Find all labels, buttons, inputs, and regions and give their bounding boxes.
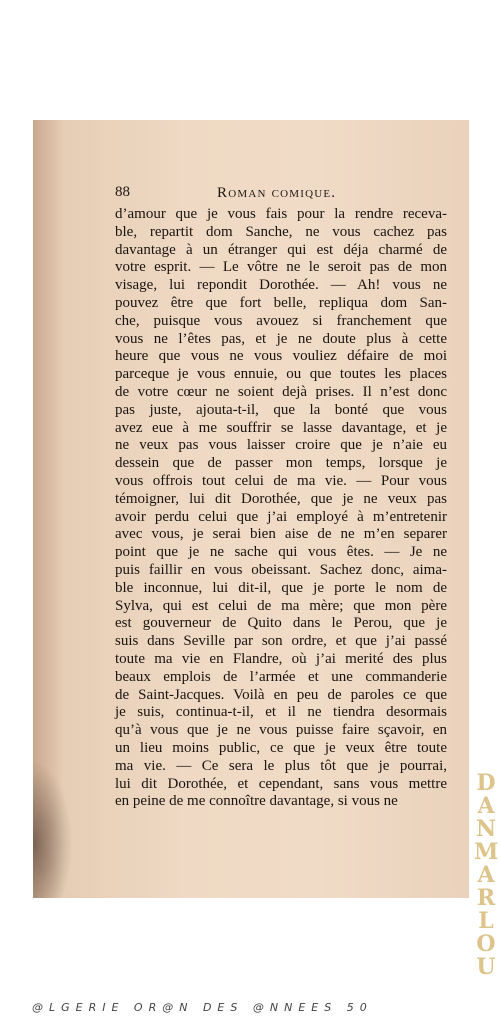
text-line: je suis, continua-t-il, et il ne tiendra desormais <box>115 704 447 721</box>
text-line: ble inconnue, lui dit-il, que je porte le nom de <box>115 579 447 596</box>
stamp-letter: A <box>477 793 495 819</box>
text-line: toute ma vie en Flandre, où j’ai merité des plus <box>115 650 447 667</box>
text-line: avoir perdu celui que j’ai employé à m’entretenir <box>115 508 447 525</box>
body-text <box>115 206 447 811</box>
text-line: parceque je vous ennuie, ou que toutes les places <box>115 366 447 383</box>
text-line: ble, repartit dom Sanche, ne vous cachez pas <box>115 223 447 240</box>
text-line: pouvez être que fort belle, repliqua dom San- <box>115 294 447 311</box>
text-line: avec vous, je serai bien aise de ne m’en separer <box>115 526 447 543</box>
text-line: un lieu moins public, ce que je veux être toute <box>115 739 447 756</box>
text-line: puis faillir en vous obeissant. Sachez donc, aima- <box>115 561 447 578</box>
stamp-letter: A <box>477 862 495 888</box>
stamp-letter: U <box>476 954 496 980</box>
text-line: de votre cœur ne soient dejà prises. Il n’est donc <box>115 383 447 400</box>
text-line: qu’à vous que je ne vous puisse faire sçavoir, en <box>115 722 447 739</box>
text-line: vous ne l’êtes pas, et je ne doute plus à cette <box>115 330 447 347</box>
text-line: avez eue à me souffrir se lasse davantage, et je <box>115 419 447 436</box>
text-line: davantage à un étranger qui est déja charmé de <box>115 241 447 258</box>
page-number: 88 <box>115 184 130 200</box>
page-shadow <box>33 760 73 898</box>
text-line: pas juste, ajouta-t-il, que la bonté que vous <box>115 401 447 418</box>
text-line: ma vie. — Ce sera le plus tôt que je pourrai, <box>115 757 447 774</box>
text-line: de Saint-Jacques. Voilà en peu de paroles ce que <box>115 686 447 703</box>
page-header <box>115 184 445 204</box>
stamp-letter: M <box>474 839 499 865</box>
text-line: heure que vous ne vous vouliez défaire de moi <box>115 348 447 365</box>
text-line: Sylva, qui est celui de ma mère; que mon père <box>115 597 447 614</box>
text-line: dessein que de passer mon temps, lorsque je <box>115 455 447 472</box>
stamp-letter: N <box>475 816 497 842</box>
text-line: che, puisque vous avouez si franchement que <box>115 312 447 329</box>
footer-caption: @LGERIE OR@N DES @NNEES 50 <box>32 1001 373 1014</box>
text-line: vous offrois tout celui de ma vie. — Pour vous <box>115 472 447 489</box>
text-line: lui dit Dorothée, et cependant, sans vous mettre <box>115 775 447 792</box>
text-line: votre esprit. — Le vôtre ne le seroit pas de mon <box>115 259 447 276</box>
book-page <box>33 120 469 898</box>
text-line: d’amour que je vous fais pour la rendre receva- <box>115 206 447 222</box>
stamp-letter: O <box>476 931 496 957</box>
stamp-letter: R <box>476 885 496 911</box>
stamp-letter: L <box>478 908 494 934</box>
text-line: en peine de me connoître davantage, si vous ne <box>115 793 398 810</box>
text-line: est gouverneur de Quito dans le Perou, que je <box>115 615 447 632</box>
running-title: Roman comique. <box>217 185 337 201</box>
text-line: beaux emplois de l’armée et une commanderie <box>115 668 447 685</box>
text-line: témoigner, lui dit Dorothée, que je ne veux pas <box>115 490 447 507</box>
text-line: suis dans Seville par son ordre, et que j’ai passé <box>115 633 447 650</box>
text-line: ne veux pas vous laisser croire que je n’aie eu <box>115 437 447 454</box>
vertical-watermark-stamp <box>474 772 498 992</box>
stamp-letter: D <box>476 770 496 796</box>
text-line: point que je ne sache qui vous êtes. — Je ne <box>115 544 447 561</box>
text-line: visage, lui repondit Dorothée. — Ah! vous ne <box>115 277 447 294</box>
